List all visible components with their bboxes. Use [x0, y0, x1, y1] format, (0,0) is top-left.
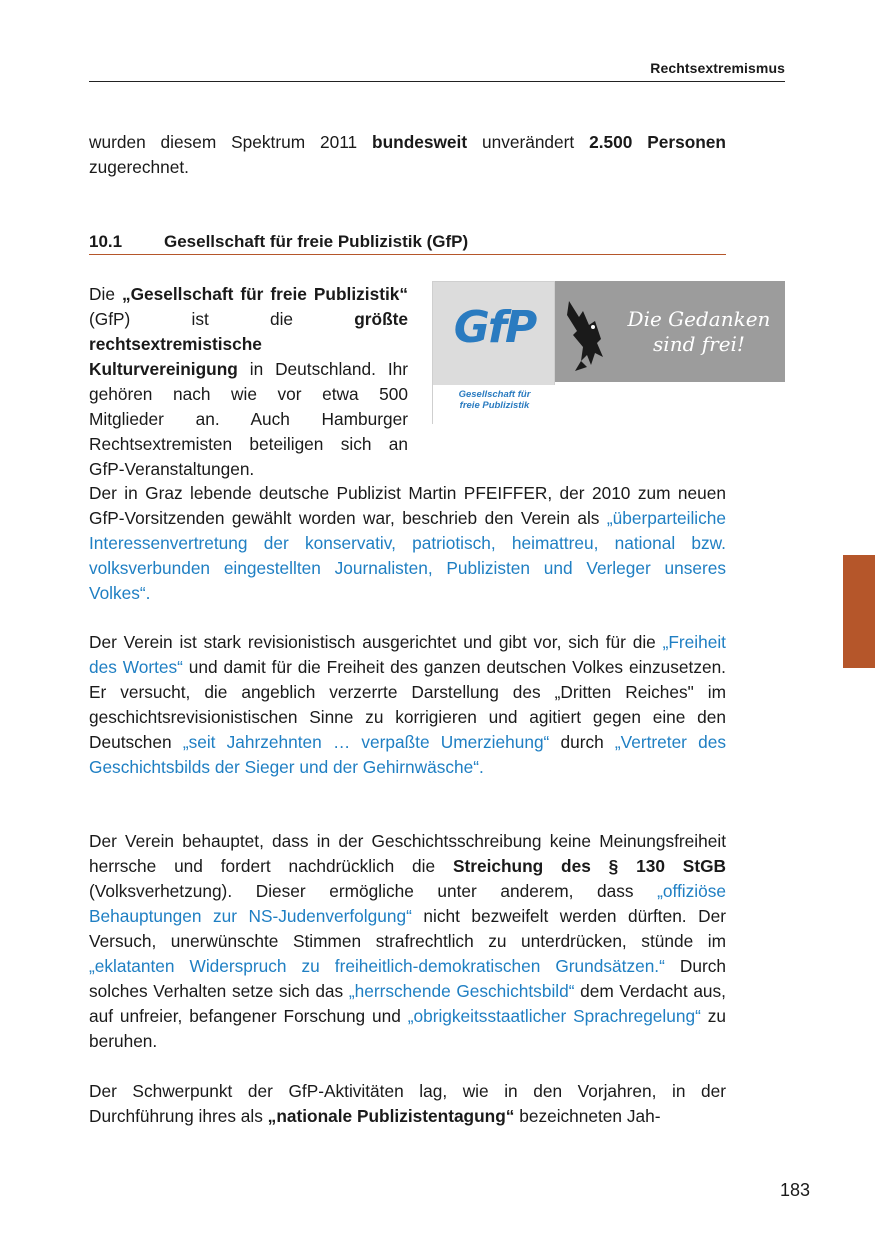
slogan-line: sind frei!	[653, 332, 745, 356]
section-heading	[89, 232, 726, 255]
text: Der Verein behauptet, dass in der Geschichtsschreibung keine Meinungsfreiheit herrsche und fordert nachdrücklich die	[89, 831, 726, 876]
slogan-text	[613, 307, 785, 357]
text: Der Verein ist stark revisionistisch ausgerichtet und gibt vor, sich für die	[89, 632, 663, 652]
gfp-logo-text: GfP	[453, 302, 536, 353]
text: wurden diesem Spektrum 2011	[89, 132, 373, 152]
section-title: Gesellschaft für freie Publizistik (GfP)	[164, 232, 469, 251]
text: zu beruhen.	[89, 1006, 726, 1051]
paragraph-pfeiffer	[89, 481, 726, 606]
gfp-logo	[432, 281, 555, 424]
bold-text: Streichung des § 130 StGB	[452, 856, 726, 876]
text: (GfP) ist die	[89, 309, 355, 329]
text: (Volksverhetzung). Dieser ermögliche unter anderem, dass	[89, 881, 658, 901]
bold-text: bundesweit	[372, 132, 468, 152]
text: Der Schwerpunkt der GfP-Aktivitäten lag, wie in den Vorjahren, in der Durchführung ihres als	[89, 1081, 726, 1126]
gfp-logo-caption	[433, 385, 556, 425]
text: unverändert	[467, 132, 590, 152]
paragraph-tagung	[89, 1079, 726, 1129]
text: nicht bezweifelt werden dürften. Der Versuch, unerwünschte Stimmen strafrechtlich zu unterdrücken, stünde im	[89, 906, 726, 951]
text: dem Verdacht aus, auf unfreier, befangener Forschung und	[89, 981, 726, 1026]
quote-text: „eklatanten Widerspruch zu freiheitlich-demokratischen Grundsätzen.“	[89, 956, 665, 976]
paragraph-intro-count	[89, 130, 726, 180]
text: bezeichneten Jah-	[514, 1106, 661, 1126]
quote-text: „überparteiliche Interessenvertretung der konservativ, patriotisch, heimattreu, national bzw. volksverbunden eingestellten Journalisten, Publizisten und Verleger unseres Volkes“.	[89, 508, 726, 603]
section-number: 10.1	[89, 232, 123, 251]
bold-text: „nationale Publizistentagung“	[267, 1106, 515, 1126]
quote-text: „Vertreter des Geschichtsbilds der Sieger und der Gehirnwäsche“.	[89, 732, 726, 777]
text: in Deutschland. Ihr gehören nach wie vor etwa 500 Mitglieder an. Auch Hamburger Rechtsextremisten beteiligen sich an GfP-Veranstaltungen.	[89, 359, 408, 479]
paragraph-gfp-intro	[89, 282, 408, 482]
quote-text: „offiziöse Behauptungen zur NS-Judenverfolgung“	[89, 881, 726, 926]
text: durch	[549, 732, 615, 752]
gfp-logo-figure	[432, 281, 785, 427]
text: und damit für die Freiheit des ganzen deutschen Volkes einzusetzen. Er versucht, die angeblich verzerrte Darstellung des „Dritten Reiches" im geschichtsrevisionistischen Sinne zu korrigieren und agitiert gegen eine den Deutschen	[89, 657, 726, 752]
paragraph-revisionism	[89, 630, 726, 780]
logo-caption-line: freie Publizistik	[459, 400, 530, 411]
text: Die	[89, 284, 122, 304]
running-header: Rechtsextremismus	[650, 60, 785, 76]
quote-text: „herrschende Geschichtsbild“	[348, 981, 575, 1001]
page-number: 183	[780, 1180, 811, 1200]
slogan-line: Die Gedanken	[627, 307, 771, 331]
bold-text: 2.500 Personen	[589, 132, 726, 152]
bold-text: „Gesellschaft für freie Publizistik“	[121, 284, 408, 304]
quote-text: „obrigkeitsstaatlicher Sprachregelung“	[407, 1006, 701, 1026]
text: Der in Graz lebende deutsche Publizist Martin PFEIFFER, der 2010 zum neuen GfP-Vorsitzenden gewählt worden war, beschrieb den Verein als	[89, 483, 726, 528]
eagle-icon	[561, 291, 613, 375]
slogan-banner	[555, 281, 785, 382]
header-rule	[89, 81, 785, 82]
quote-text: „Freiheit des Wortes“	[89, 632, 726, 677]
paragraph-stgb	[89, 829, 726, 1054]
chapter-tab	[843, 555, 875, 668]
logo-caption-line: Gesellschaft für	[458, 389, 531, 400]
text: Durch solches Verhalten setze sich das	[89, 956, 726, 1001]
bold-text: größte rechtsextremistische Kulturvereinigung	[89, 309, 408, 379]
text: zugerechnet.	[89, 157, 189, 177]
quote-text: „seit Jahrzehnten … verpaßte Umerziehung“	[182, 732, 550, 752]
